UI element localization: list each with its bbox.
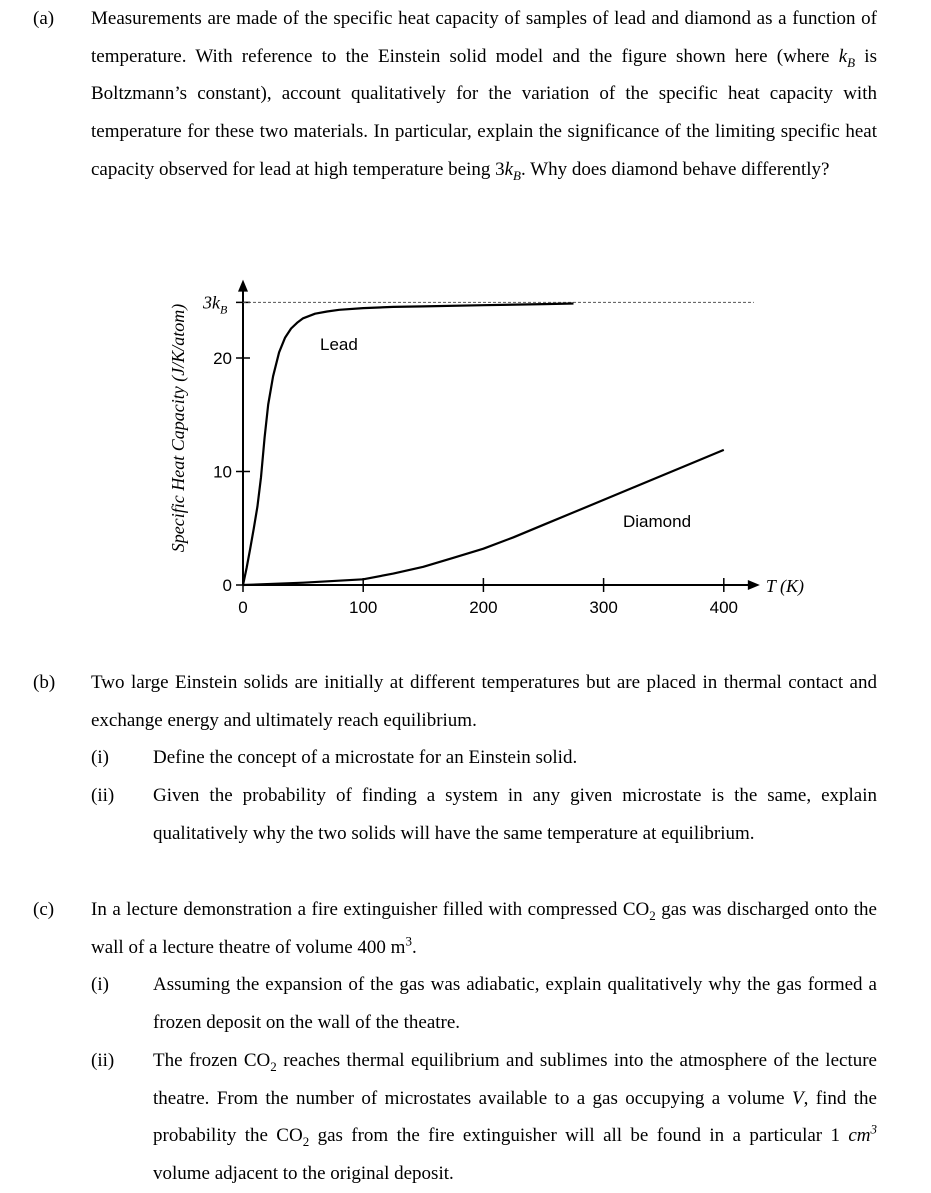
part-c-ii-text-3: , find the probability the CO [153, 1087, 877, 1147]
part-b-text: Two large Einstein solids are initially at different temperatures but are placed in thermal contact and exchange energy and ultimately reach equilibrium. [91, 672, 877, 731]
series-label-lead: Lead [320, 335, 358, 354]
y-tick-label: 20 [213, 349, 232, 368]
part-c-i-text: Assuming the expansion of the gas was adiabatic, explain qualitatively why the gas formed a frozen deposit on the wall of the theatre. [153, 974, 877, 1033]
part-a-text-2: is Boltzmann’s constant), account qualitatively for the variation of the specific heat capacity with temperature for these two materials. In particular, explain the significance of the limiting specific heat capacity observed for lead at high temperature being 3 [91, 45, 877, 180]
part-c-text-3: . [411, 936, 417, 958]
reference-label-main: 3k [203, 292, 220, 313]
y-tick-label: 0 [222, 576, 232, 595]
part-b-i-text: Define the concept of a microstate for an Einstein solid. [153, 747, 578, 768]
part-b-i-label: (i) [91, 747, 109, 768]
x-tick-label: 300 [589, 598, 618, 617]
x-tick-label: 0 [238, 598, 248, 617]
x-tick-label: 100 [349, 598, 378, 617]
x-axis-arrow [748, 580, 760, 590]
part-c-ii-text-1: The frozen CO [153, 1050, 271, 1071]
series-label-diamond: Diamond [623, 512, 692, 531]
x-tick-label: 200 [469, 598, 498, 617]
series-line-lead [243, 304, 574, 586]
part-a-label: (a) [33, 8, 55, 29]
part-c-text-2: gas was discharged onto the wall of a lecture theatre of volume 400 m [91, 899, 877, 958]
part-c-text [91, 891, 877, 966]
part-b-ii-label: (ii) [91, 785, 115, 806]
part-c-ii-label: (ii) [91, 1050, 115, 1071]
x-axis-label: T (K) [765, 576, 805, 596]
y-tick-label: 10 [213, 462, 232, 482]
kb-sub-2: B [513, 167, 521, 183]
x-tick-label: 400 [709, 598, 738, 617]
part-c-ii-text-2: reaches thermal equilibrium and sublimes into the atmosphere of the lecture theatre. From the number of microstates available to a gas occupying a volume [153, 1050, 877, 1109]
part-b-label: (b) [33, 672, 56, 693]
part-c-text-1: In a lecture demonstration a fire extinguisher filled with compressed CO [91, 899, 650, 920]
part-c-i-label: (i) [91, 974, 109, 995]
y-axis-label: Specific Heat Capacity (J/K/atom) [168, 303, 188, 553]
chart-marks [243, 304, 724, 586]
part-c-ii-text-5: volume adjacent to the original deposit. [153, 1163, 454, 1185]
kb-main-2: k [504, 158, 514, 180]
kb-main: k [838, 45, 848, 67]
part-a-text-3: . Why does diamond behave differently? [521, 158, 830, 180]
part-a-text-1: Measurements are made of the specific heat capacity of samples of lead and diamond as a function of temperature. With reference to the Einstein solid model and the figure shown here (where [91, 8, 877, 67]
co2-sub-2: 2 [270, 1058, 277, 1074]
co2-sub: 2 [649, 907, 656, 923]
m3-sup: 3 [405, 933, 412, 949]
part-c-ii-text-4: gas from the fire extinguisher will all be found in a particular 1 [309, 1125, 849, 1147]
volume-symbol: V [792, 1087, 804, 1109]
reference-label-sub: B [220, 302, 228, 317]
kb-sub: B [847, 54, 856, 70]
co2-sub-3: 2 [302, 1134, 310, 1150]
reference-label [202, 292, 228, 316]
part-b-ii-text: Given the probability of finding a system in any given microstate is the same, explain qualitatively why the two solids will have the same temperature at equilibrium. [153, 785, 877, 844]
part-c-label: (c) [33, 899, 55, 920]
y-axis-arrow [238, 280, 248, 292]
part-c-ii-text [153, 1042, 877, 1193]
cm3-sup: 3 [870, 1122, 878, 1138]
cm-unit: cm [848, 1125, 871, 1147]
